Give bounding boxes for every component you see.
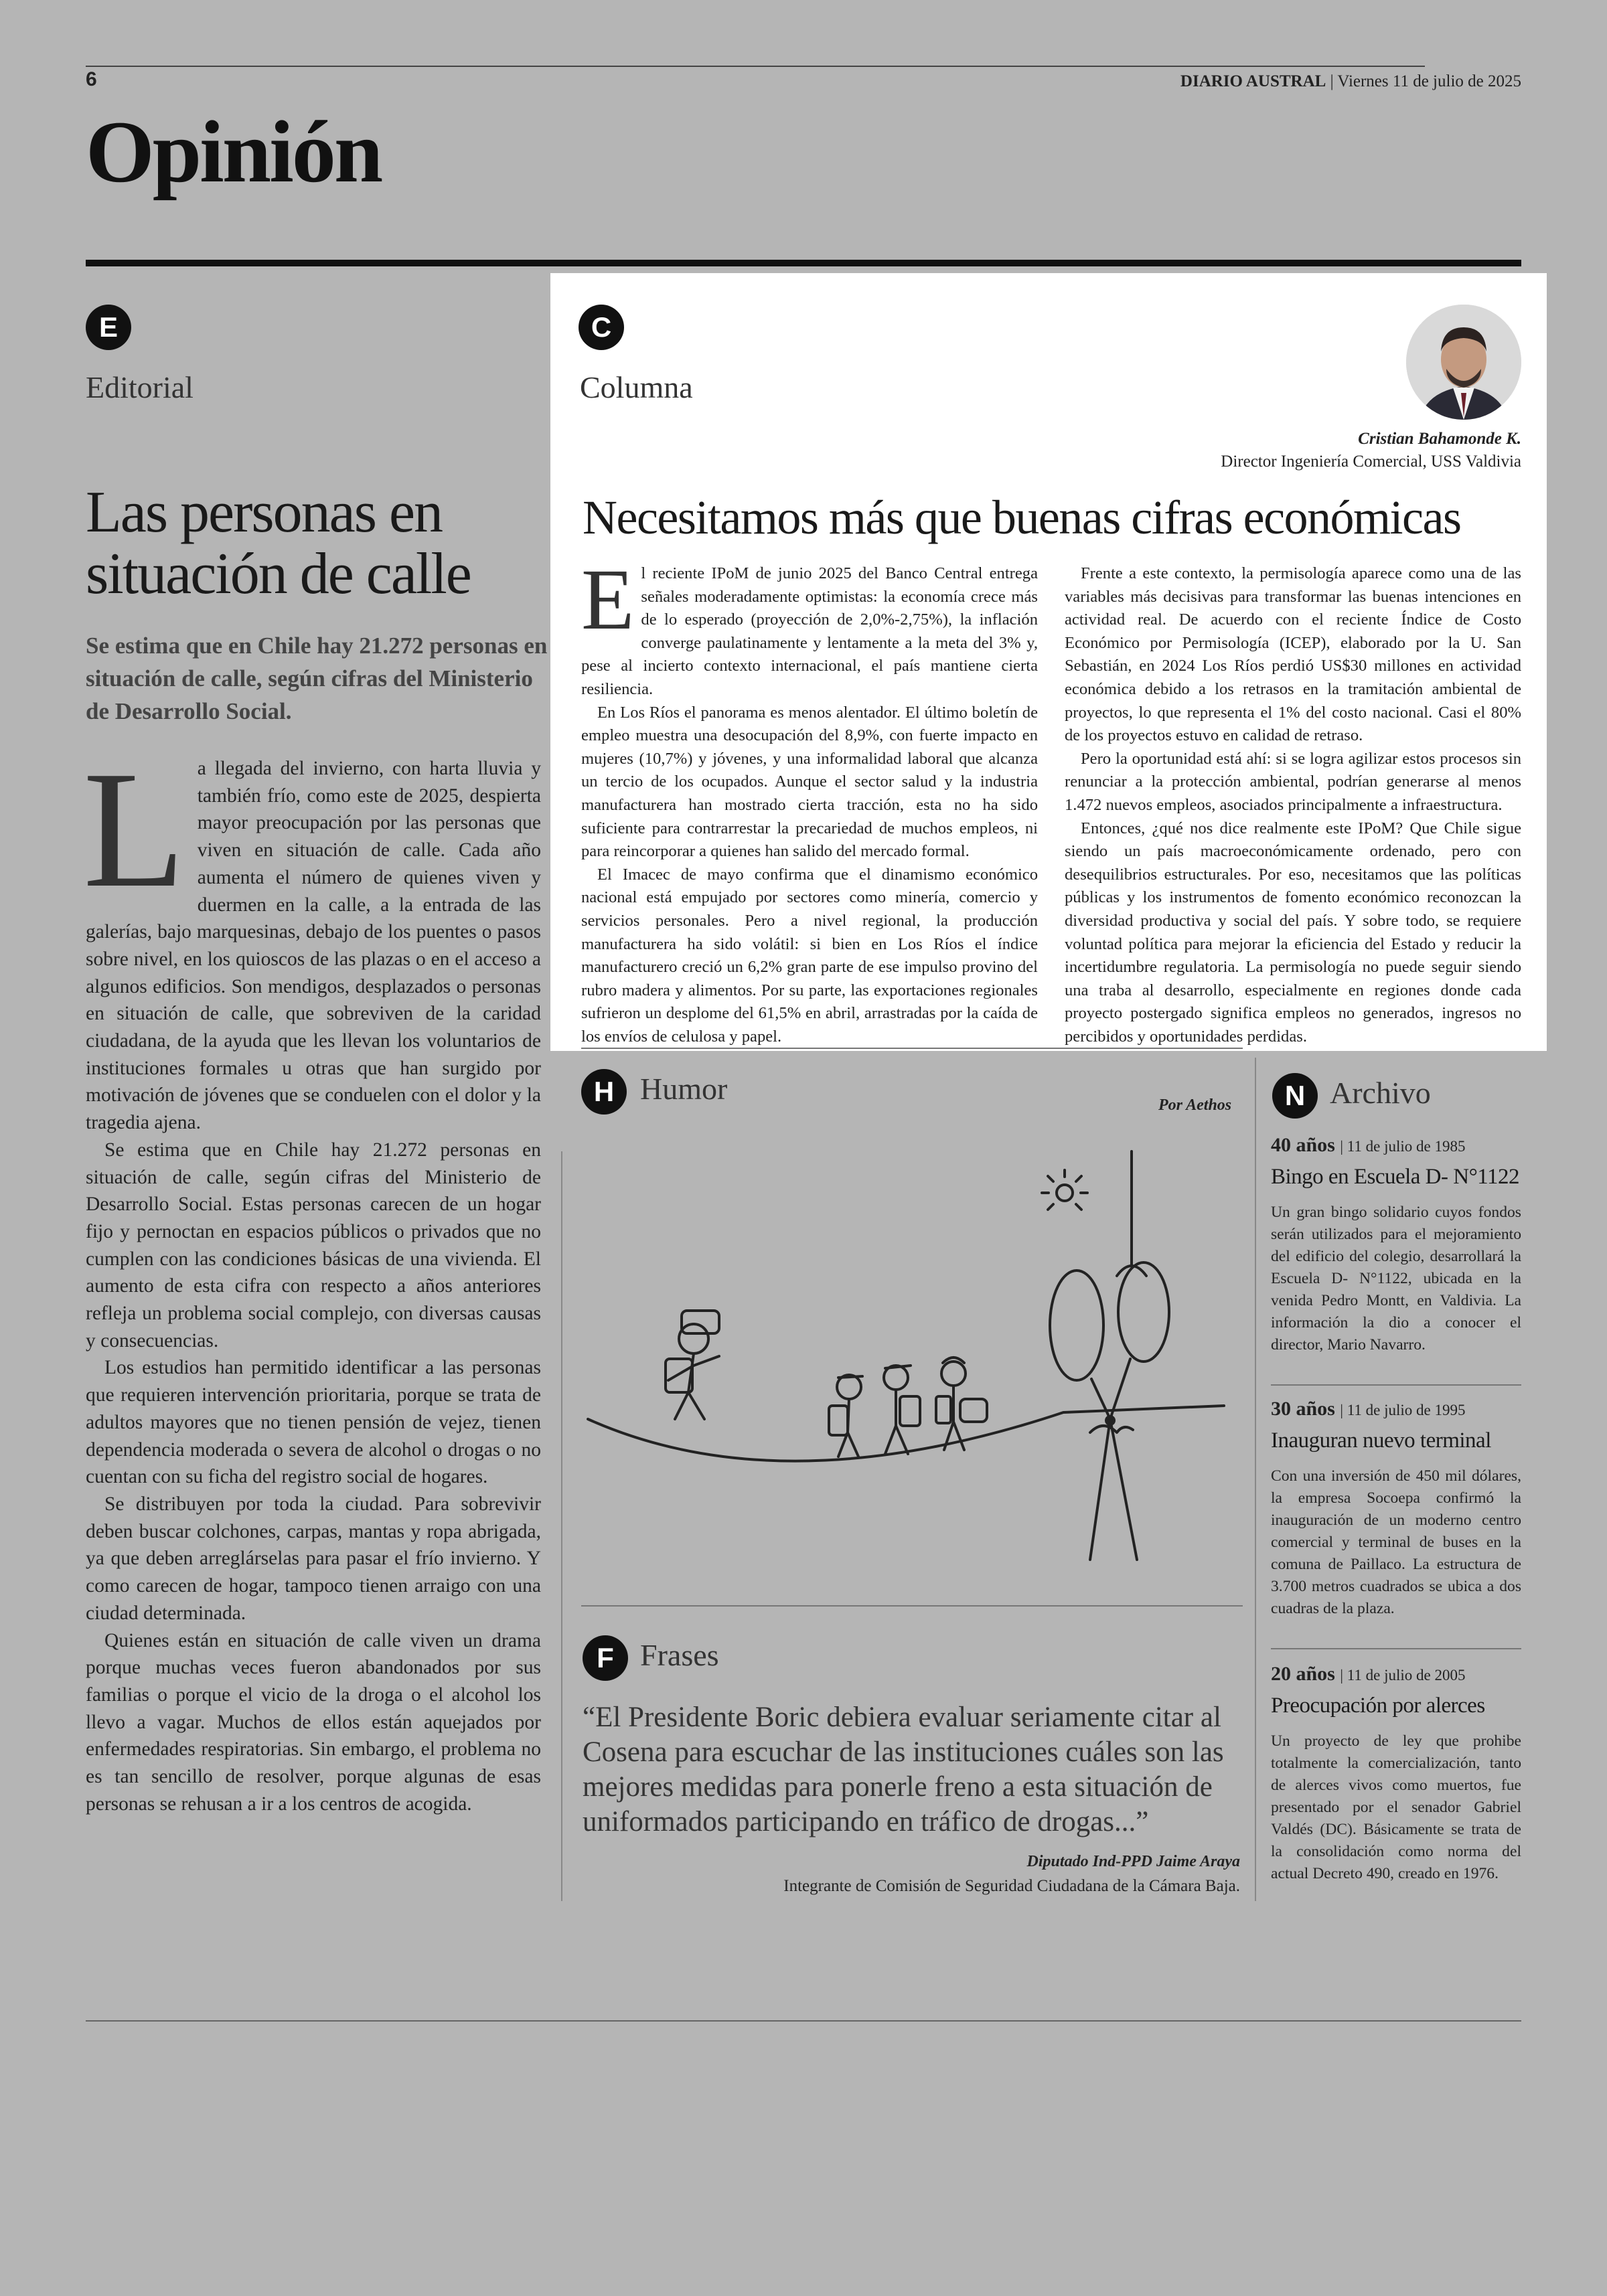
frases-author-role: Integrante de Comisión de Seguridad Ciudadana de la Cámara Baja. bbox=[783, 1877, 1240, 1895]
column-badge: C bbox=[579, 305, 624, 350]
masthead: DIARIO AUSTRAL | Viernes 11 de julio de 2025 bbox=[1180, 72, 1521, 90]
archivo-years-value: 20 años bbox=[1271, 1663, 1335, 1685]
column-paragraph: En Los Ríos el panorama es menos alentador. El último boletín de empleo muestra una desocupación del 8,9%, con fuerte impacto en mujeres (10,7%) y jóvenes, y una informalidad laboral que alcanza un tercio de los ocupados. Aunque el sector salud y la industria manufacturera han mostrado cierta tracción, esta no ha sido suficiente para contrarrestar la precariedad de muchos empleos, ni para reincorporar a quienes han salido del mercado formal. bbox=[581, 703, 1038, 861]
editorial-paragraph-text: a llegada del invierno, con harta lluvia y también frío, como este de 2025, despierta mayor preocupación por las personas que viven en situación de calle. Cada año aumenta el número de quienes viven y duermen en la calle, a la entrada de las galerías, bajo marquesinas, debajo de los puentes o pasos sobre nivel, en los quioscos de las plazas o en el acceso a algunos edificios. Son mendigos, desplazados o personas en situación de calle, que sobreviven de la caridad ciudadana, de la ayuda que les llevan los voluntarios de instituciones formales u otras que han surgido por motivación de jóvenes que se conduelen con el dolor y la tragedia ajena. bbox=[86, 758, 541, 1134]
editorial-body bbox=[83, 737, 541, 1817]
archivo-rule bbox=[1271, 1648, 1521, 1649]
editorial-drop-cap: L bbox=[83, 737, 185, 922]
archivo-body: Con una inversión de 450 mil dólares, la empresa Socoepa confirmó la inauguración de un moderno centro comercial y terminal de buses en la comuna de Paillaco. La estructura de 3.700 metros cuadrados se ubica a dos cuadras de la plaza. bbox=[1271, 1467, 1521, 1617]
archivo-headline: Inauguran nuevo terminal bbox=[1271, 1428, 1491, 1453]
author-photo bbox=[1406, 305, 1521, 420]
editorial-label: Editorial bbox=[86, 370, 194, 404]
editorial-title-line2: situación de calle bbox=[86, 542, 471, 606]
archivo-date: | 11 de julio de 1995 bbox=[1340, 1402, 1466, 1418]
page-number: 6 bbox=[86, 68, 97, 90]
humor-badge: H bbox=[581, 1069, 627, 1115]
editorial-title-line1: Las personas en bbox=[86, 480, 443, 545]
humor-top-rule bbox=[581, 1048, 1243, 1049]
column-paragraph: Entonces, ¿qué nos dice realmente este IPoM? Que Chile sigue siendo un país macroeconómicamente ordenado, pero con desequilibrios estructurales. Por eso, necesitamos que las políticas públicas y los instrumentos de fomento económico reconozcan la diversidad productiva y social del país. Y sobre todo, se requiere voluntad política para mejorar la eficiencia del Estado y reducir la incertidumbre regulatoria. La permisología no puede seguir siendo una traba al desarrollo, especialmente en regiones donde cada proyecto postergado significa empleos no generados, ingresos no percibidos y oportunidades perdidas. bbox=[1065, 819, 1521, 1046]
archivo-years-value: 40 años bbox=[1271, 1134, 1335, 1156]
archivo-entry bbox=[1271, 1134, 1521, 1356]
bottom-rule bbox=[86, 2020, 1521, 2022]
archivo-body: Un gran bingo solidario cuyos fondos serán utilizados para el mejoramiento del edificio del colegio, desarrollará la Escuela D- N°1122, ubicada en la venida Pedro Montt, en Valdivia. La información la dio a conocer el director, Mario Navarro. bbox=[1271, 1204, 1521, 1354]
archivo-label: Archivo bbox=[1330, 1076, 1431, 1110]
column-paragraph: Frente a este contexto, la permisología aparece como una de las variables más decisivas para transformar las buenas intenciones en actividad real. De acuerdo con el reciente Índice de Costo Económico por Permisología (ICEP), elaborado por la U. San Sebastián, en 2024 Los Ríos perdió US$30 millones en actividad económica debido a los retrasos en la tramitación ambiental de proyectos, lo que representa el 1% del costo nacional. Casi el 80% de los proyectos estuvo en calidad de retraso. bbox=[1065, 564, 1521, 745]
cartoon-illustration bbox=[581, 1131, 1244, 1573]
editorial-paragraph: Los estudios han permitido identificar a las personas que requieren intervención prioritaria, porque se trata de adultos mayores que no tienen pensión de vejez, tienen dependencia moderada o severa de alcohol o drogas o no cuentan con su ficha del registro social de hogares. bbox=[86, 1357, 541, 1488]
archivo-entry bbox=[1271, 1663, 1521, 1885]
frases-badge: F bbox=[583, 1635, 628, 1681]
top-rule bbox=[86, 66, 1425, 67]
frases-quote: “El Presidente Boric debiera evaluar seriamente citar al Cosena para escuchar de las instituciones cuáles son las mejores medidas para ponerle freno a esta situación de uniformados participando en tráfico de drogas...” bbox=[583, 1702, 1224, 1837]
column-label: Columna bbox=[580, 370, 693, 404]
cartoon-credit: Por Aethos bbox=[1158, 1096, 1232, 1114]
archivo-badge: N bbox=[1272, 1073, 1318, 1119]
archivo-divider bbox=[1255, 1058, 1256, 1901]
frases-label: Frases bbox=[640, 1638, 719, 1672]
archivo-years bbox=[1271, 1134, 1521, 1157]
archivo-entry bbox=[1271, 1398, 1521, 1620]
archivo-years-value: 30 años bbox=[1271, 1398, 1335, 1420]
archivo-headline: Bingo en Escuela D- N°1122 bbox=[1271, 1165, 1520, 1189]
archivo-years bbox=[1271, 1663, 1521, 1686]
issue-date: Viernes 11 de julio de 2025 bbox=[1337, 72, 1521, 90]
column-text-right bbox=[1065, 562, 1521, 1048]
column-drop-cap: E bbox=[581, 552, 635, 648]
column-paragraph-text: l reciente IPoM de junio 2025 del Banco Central entrega señales moderadamente optimistas: la economía crece más de lo esperado (proyección de 2,0%-2,75%), la inflación converge paulatinamente y lentamente a la meta del 3% y, pese al incierto contexto internacional, el país mantiene cierta resiliencia. bbox=[581, 564, 1038, 698]
editorial-lead: Se estima que en Chile hay 21.272 personas en situación de calle, según cifras del Ministerio de Desarrollo Social. bbox=[86, 633, 548, 724]
editorial-badge: E bbox=[86, 305, 131, 350]
archivo-date: | 11 de julio de 1985 bbox=[1340, 1138, 1466, 1155]
section-title: Opinión bbox=[86, 102, 382, 201]
column-divider bbox=[561, 1151, 562, 1901]
column-author: Cristian Bahamonde K. bbox=[1358, 430, 1521, 448]
column-author-role: Director Ingeniería Comercial, USS Valdivia bbox=[1221, 453, 1521, 471]
humor-label: Humor bbox=[640, 1072, 728, 1106]
frases-top-rule bbox=[581, 1605, 1243, 1607]
archivo-rule bbox=[1271, 1384, 1521, 1386]
archivo-headline: Preocupación por alerces bbox=[1271, 1694, 1485, 1718]
column-text-left bbox=[581, 552, 1038, 1048]
archivo-date: | 11 de julio de 2005 bbox=[1340, 1667, 1466, 1684]
editorial-paragraph: Se estima que en Chile hay 21.272 personas en situación de calle, según cifras del Ministerio de Desarrollo Social. Estas personas carecen de un hogar fijo y pernoctan en espacios públicos o privados que no cumplen con las condiciones básicas de una vivienda. El aumento de esta cifra con respecto a años anteriores refleja un problema social complejo, con diversas causas y consecuencias. bbox=[86, 1139, 541, 1351]
frases-author: Diputado Ind-PPD Jaime Araya bbox=[1026, 1853, 1240, 1870]
newspaper-name: DIARIO AUSTRAL bbox=[1180, 72, 1326, 90]
column-paragraph bbox=[581, 552, 1038, 702]
editorial-paragraph bbox=[83, 737, 541, 1137]
column-paragraph: Pero la oportunidad está ahí: si se logra agilizar estos procesos sin renunciar a la protección ambiental, podrían generarse al menos 1.472 nuevos empleos, asociados principalmente a infraestructura. bbox=[1065, 749, 1521, 814]
archivo-years bbox=[1271, 1398, 1521, 1420]
editorial-paragraph: Quienes están en situación de calle viven un drama porque muchas veces fueron abandonados por sus familias o porque el vicio de la droga o el alcohol los llevo a vagar. Muchos de ellos están aquejados por enfermedades respiratorias. Sin embargo, el problema no es tan sencillo de resolver, porque algunas de esas personas se rehusan a ir a los centros de acogida. bbox=[86, 1629, 541, 1815]
column-title: Necesitamos más que buenas cifras económicas bbox=[583, 491, 1461, 544]
archivo-body: Un proyecto de ley que prohibe totalmente la comercialización, tanto de alerces vivos como muertos, fue presentado por el senador Gabriel Valdés (DC). Básicamente se trata de la consolidación como norma del actual Decreto 490, creado en 1976. bbox=[1271, 1732, 1521, 1882]
column-paragraph: El Imacec de mayo confirma que el dinamismo económico nacional está empujado por sectores como minería, comercio y servicios personales. Pero a nivel regional, la producción manufacturera ha sido volátil: si bien en Los Ríos el índice manufacturero creció un 6,2% gran parte de ese impulso provino del rubro madera y alimentos. Por su parte, las exportaciones regionales sufrieron un desplome del 61,5% en abril, arrastradas por la caída de los envíos de celulosa y papel. bbox=[581, 865, 1038, 1046]
editorial-paragraph: Se distribuyen por toda la ciudad. Para sobrevivir deben buscar colchones, carpas, mantas y ropa abrigada, ya que deben arreglárselas para pasar el frío invierno. Y como carecen de hogar, tampoco tienen arraigo con una ciudad determinada. bbox=[86, 1493, 541, 1624]
section-rule bbox=[86, 260, 1521, 266]
editorial-title bbox=[86, 482, 541, 605]
